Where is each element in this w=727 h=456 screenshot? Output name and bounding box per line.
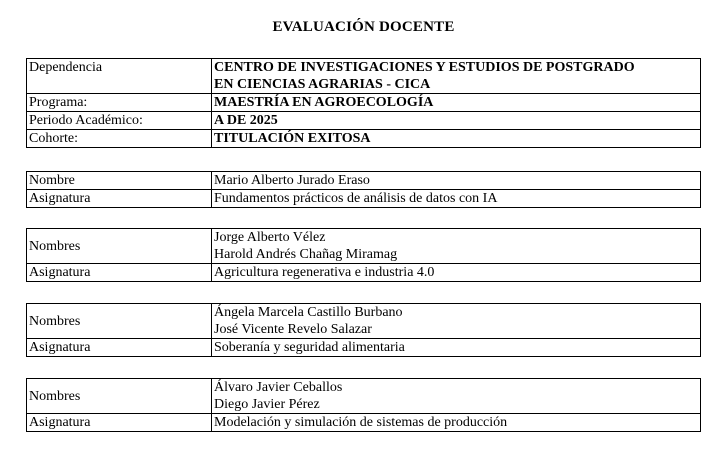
cohorte-value: TITULACIÓN EXITOSA <box>212 130 701 148</box>
teacher-name: Diego Javier Pérez <box>214 397 320 412</box>
page-title: EVALUACIÓN DOCENTE <box>272 19 455 35</box>
dependencia-line-1: CENTRO DE INVESTIGACIONES Y ESTUDIOS DE POSTGRADO <box>214 60 635 75</box>
teacher-name: Jorge Alberto Vélez <box>214 230 326 245</box>
table-row-periodo <box>27 112 701 130</box>
names-label: Nombres <box>27 379 212 414</box>
teacher-name: Ángela Marcela Castillo Burbano <box>214 305 403 320</box>
teacher-name: Mario Alberto Jurado Eraso <box>212 172 701 190</box>
subject-label: Asignatura <box>27 264 212 282</box>
subject-value: Fundamentos prácticos de análisis de datos con IA <box>212 190 701 208</box>
names-label: Nombre <box>27 172 212 190</box>
subject-value: Modelación y simulación de sistemas de producción <box>212 414 701 432</box>
periodo-value: A DE 2025 <box>212 112 701 130</box>
teacher-names <box>212 379 701 414</box>
dependencia-value <box>212 59 701 94</box>
names-label: Nombres <box>27 304 212 339</box>
subject-value: Agricultura regenerativa e industria 4.0 <box>212 264 701 282</box>
table-row-names <box>27 379 701 414</box>
subject-label: Asignatura <box>27 190 212 208</box>
table-row-subject <box>27 190 701 208</box>
teacher-name: Harold Andrés Chañag Miramag <box>214 247 398 262</box>
table-row-subject <box>27 264 701 282</box>
programa-label: Programa: <box>27 94 212 112</box>
teacher-name: Álvaro Javier Ceballos <box>214 380 343 395</box>
cohorte-label: Cohorte: <box>27 130 212 148</box>
teacher-name: José Vicente Revelo Salazar <box>214 322 372 337</box>
teacher-block-1 <box>26 171 701 208</box>
teacher-names <box>212 304 701 339</box>
periodo-label: Periodo Académico: <box>27 112 212 130</box>
table-row-dependencia <box>27 59 701 94</box>
table-row-subject <box>27 414 701 432</box>
teacher-block-4 <box>26 378 701 432</box>
teacher-names <box>212 229 701 264</box>
table-row-names <box>27 172 701 190</box>
subject-label: Asignatura <box>27 339 212 357</box>
table-row-programa <box>27 94 701 112</box>
subject-value: Soberanía y seguridad alimentaria <box>212 339 701 357</box>
dependencia-line-2: EN CIENCIAS AGRARIAS - CICA <box>214 77 431 92</box>
table-row-cohorte <box>27 130 701 148</box>
subject-label: Asignatura <box>27 414 212 432</box>
programa-value: MAESTRÍA EN AGROECOLOGÍA <box>212 94 701 112</box>
dependencia-label: Dependencia <box>27 59 212 94</box>
program-info-table <box>26 58 701 148</box>
names-label: Nombres <box>27 229 212 264</box>
table-row-subject <box>27 339 701 357</box>
table-row-names <box>27 304 701 339</box>
teacher-block-3 <box>26 303 701 357</box>
table-row-names <box>27 229 701 264</box>
teacher-block-2 <box>26 228 701 282</box>
